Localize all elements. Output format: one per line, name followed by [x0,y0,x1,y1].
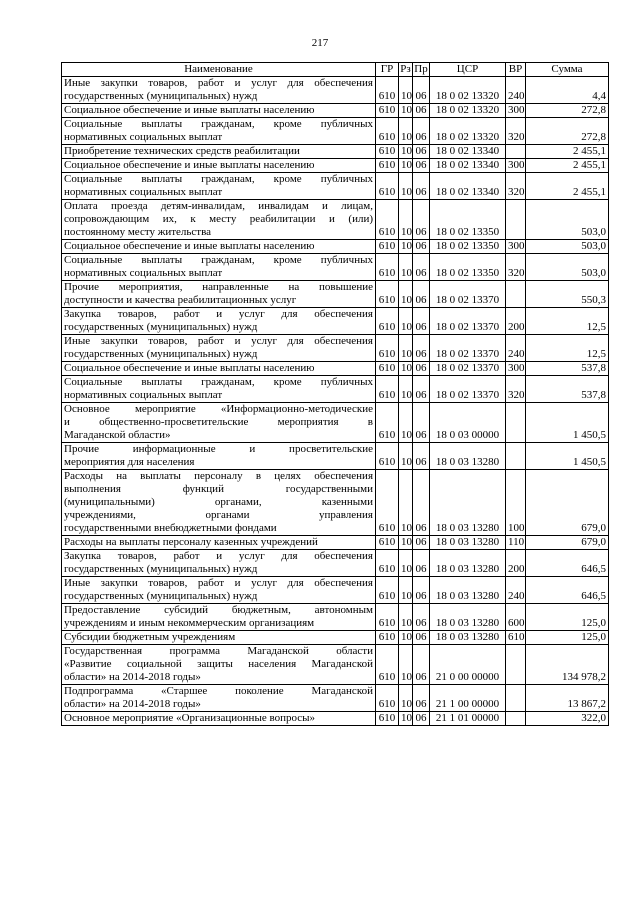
row-sum: 134 978,2 [526,645,609,685]
row-pr: 06 [413,536,430,550]
table-row [62,335,609,362]
row-vr: 300 [506,240,526,254]
row-vr [506,645,526,685]
row-gr: 610 [376,443,399,470]
row-csr: 18 0 02 13370 [430,335,506,362]
row-name-line: государственными внебюджетными фондами [64,522,277,534]
row-rz: 10 [399,77,413,104]
row-name-line: (муниципальными) органами, казенными [64,496,373,508]
row-sum: 12,5 [526,335,609,362]
table-row [62,104,609,118]
row-rz: 10 [399,577,413,604]
row-name [62,403,376,443]
row-pr: 06 [413,308,430,335]
row-sum: 646,5 [526,550,609,577]
row-gr: 610 [376,403,399,443]
row-name-line: Иные закупки товаров, работ и услуг для обеспечения [64,335,373,347]
row-vr [506,443,526,470]
row-csr: 18 0 03 13280 [430,631,506,645]
row-name [62,335,376,362]
table-row [62,536,609,550]
row-rz: 10 [399,145,413,159]
row-csr: 18 0 02 13340 [430,145,506,159]
row-vr: 200 [506,550,526,577]
row-gr: 610 [376,685,399,712]
row-vr [506,685,526,712]
row-name-line: Прочие мероприятия, направленные на повышение [64,281,373,293]
row-name-line: государственных (муниципальных) нужд [64,590,258,602]
row-csr: 18 0 03 13280 [430,470,506,536]
row-name-line: Расходы на выплаты персоналу казенных учреждений [64,536,318,548]
row-name-line: нормативных социальных выплат [64,186,223,198]
row-vr: 240 [506,577,526,604]
row-name [62,376,376,403]
row-rz: 10 [399,645,413,685]
row-name [62,685,376,712]
row-gr: 610 [376,173,399,200]
row-name-line: государственных (муниципальных) нужд [64,348,258,360]
page-number: 217 [311,37,329,49]
table-row [62,362,609,376]
row-sum: 12,5 [526,308,609,335]
row-gr: 610 [376,376,399,403]
table-header-row [62,63,609,77]
table-row [62,470,609,536]
row-pr: 06 [413,77,430,104]
row-gr: 610 [376,145,399,159]
header-csr: ЦСР [430,63,506,77]
row-vr: 110 [506,536,526,550]
row-vr [506,281,526,308]
row-name-line: области» на 2014-2018 годы» [64,698,201,710]
table-row [62,631,609,645]
row-name-line: государственных (муниципальных) нужд [64,563,258,575]
row-name-line: нормативных социальных выплат [64,131,223,143]
row-csr: 18 0 03 13280 [430,604,506,631]
row-pr: 06 [413,240,430,254]
row-name-line: Прочие информационные и просветительские [64,443,373,455]
row-gr: 610 [376,470,399,536]
row-rz: 10 [399,254,413,281]
row-name-line: государственных (муниципальных) нужд [64,321,258,333]
row-name [62,240,376,254]
row-sum: 503,0 [526,254,609,281]
row-rz: 10 [399,631,413,645]
row-csr: 18 0 03 00000 [430,403,506,443]
row-csr: 18 0 02 13320 [430,104,506,118]
row-name [62,443,376,470]
row-name-line: доступности и качества реабилитационных услуг [64,294,297,306]
row-pr: 06 [413,145,430,159]
table-row [62,240,609,254]
row-csr: 18 0 02 13350 [430,240,506,254]
header-vr: ВР [506,63,526,77]
row-rz: 10 [399,712,413,726]
row-pr: 06 [413,712,430,726]
row-rz: 10 [399,200,413,240]
row-name-line: Социальное обеспечение и иные выплаты населению [64,104,315,116]
row-rz: 10 [399,118,413,145]
row-pr: 06 [413,376,430,403]
row-name-line: Предоставление субсидий бюджетным, автономным [64,604,373,616]
row-name-line: и общественно-просветительские мероприятия в [64,416,373,428]
row-sum: 272,8 [526,118,609,145]
row-rz: 10 [399,536,413,550]
header-pr: Пр [414,63,428,75]
row-sum: 2 455,1 [526,173,609,200]
row-csr: 18 0 02 13350 [430,200,506,240]
row-name-line: Иные закупки товаров, работ и услуг для обеспечения [64,577,373,589]
row-sum: 537,8 [526,376,609,403]
row-gr: 610 [376,281,399,308]
row-csr: 21 0 00 00000 [430,645,506,685]
table-row [62,645,609,685]
table-row [62,550,609,577]
row-name-line: нормативных социальных выплат [64,389,223,401]
row-vr: 300 [506,362,526,376]
row-rz: 10 [399,335,413,362]
table-row [62,200,609,240]
row-gr: 610 [376,604,399,631]
row-name-line: Расходы на выплаты персоналу в целях обеспечения [64,470,373,482]
row-vr: 320 [506,118,526,145]
row-gr: 610 [376,631,399,645]
row-name-line: Основное мероприятие «Организационные вопросы» [64,712,316,724]
table-row [62,118,609,145]
row-name-line: Субсидии бюджетным учреждениям [64,631,236,643]
row-sum: 125,0 [526,604,609,631]
row-rz: 10 [399,308,413,335]
row-sum: 646,5 [526,577,609,604]
row-csr: 18 0 02 13370 [430,308,506,335]
row-name-line: постоянному месту жительства [64,226,212,238]
row-name [62,308,376,335]
table-row [62,577,609,604]
row-pr: 06 [413,281,430,308]
table-body [62,77,609,726]
row-name [62,200,376,240]
row-name-line: Иные закупки товаров, работ и услуг для обеспечения [64,77,373,89]
row-rz: 10 [399,240,413,254]
row-pr: 06 [413,104,430,118]
row-gr: 610 [376,335,399,362]
row-gr: 610 [376,536,399,550]
row-rz: 10 [399,362,413,376]
row-rz: 10 [399,159,413,173]
row-vr: 320 [506,254,526,281]
row-vr: 300 [506,104,526,118]
row-csr: 18 0 03 13280 [430,536,506,550]
row-rz: 10 [399,685,413,712]
row-vr [506,200,526,240]
row-pr: 06 [413,335,430,362]
row-sum: 679,0 [526,536,609,550]
row-rz: 10 [399,173,413,200]
row-sum: 13 867,2 [526,685,609,712]
row-rz: 10 [399,550,413,577]
row-name-line: учреждениями, органами управления [64,509,373,521]
row-sum: 537,8 [526,362,609,376]
row-pr: 06 [413,118,430,145]
row-name [62,104,376,118]
table-row [62,145,609,159]
table-row [62,604,609,631]
table-row [62,403,609,443]
header-sum: Сумма [526,63,609,77]
row-sum: 503,0 [526,200,609,240]
row-sum: 125,0 [526,631,609,645]
row-sum: 4,4 [526,77,609,104]
table-row [62,254,609,281]
row-vr: 320 [506,173,526,200]
row-name-line: Социальное обеспечение и иные выплаты населению [64,362,315,374]
header-gr: ГР [376,63,399,77]
row-pr: 06 [413,362,430,376]
row-name-line: мероприятия для населения [64,456,195,468]
row-rz: 10 [399,376,413,403]
row-name [62,281,376,308]
row-name [62,470,376,536]
row-name-line: Социальное обеспечение и иные выплаты населению [64,159,315,171]
row-name-line: сопровождающим их, к месту реабилитации и (или) [64,213,373,225]
table-row [62,308,609,335]
row-csr: 21 1 01 00000 [430,712,506,726]
row-csr: 18 0 03 13280 [430,443,506,470]
row-pr: 06 [413,604,430,631]
row-vr: 240 [506,335,526,362]
table-row [62,685,609,712]
row-vr [506,145,526,159]
row-vr: 240 [506,77,526,104]
row-name [62,362,376,376]
row-csr: 18 0 02 13340 [430,159,506,173]
row-sum: 679,0 [526,470,609,536]
row-name [62,77,376,104]
row-gr: 610 [376,104,399,118]
row-csr: 18 0 02 13320 [430,77,506,104]
row-vr: 320 [506,376,526,403]
row-pr: 06 [413,470,430,536]
row-rz: 10 [399,403,413,443]
row-vr: 100 [506,470,526,536]
row-vr [506,712,526,726]
row-sum: 1 450,5 [526,443,609,470]
row-sum: 322,0 [526,712,609,726]
row-name [62,254,376,281]
row-name [62,536,376,550]
row-vr: 610 [506,631,526,645]
table-row [62,443,609,470]
row-pr: 06 [413,443,430,470]
row-name-line: области» на 2014-2018 годы» [64,671,201,683]
row-name-line: Магаданской области» [64,429,171,441]
row-gr: 610 [376,159,399,173]
row-csr: 18 0 02 13370 [430,362,506,376]
row-pr: 06 [413,173,430,200]
row-rz: 10 [399,104,413,118]
row-csr: 18 0 02 13370 [430,376,506,403]
row-gr: 610 [376,550,399,577]
row-name-line: «Развитие социальной защиты населения Магаданской [64,658,373,670]
row-pr: 06 [413,645,430,685]
row-pr: 06 [413,550,430,577]
row-csr: 18 0 03 13280 [430,577,506,604]
row-csr: 18 0 02 13350 [430,254,506,281]
row-vr: 600 [506,604,526,631]
row-name-line: нормативных социальных выплат [64,267,223,279]
row-gr: 610 [376,200,399,240]
row-name-line: государственных (муниципальных) нужд [64,90,258,102]
row-csr: 18 0 02 13370 [430,281,506,308]
row-pr: 06 [413,403,430,443]
row-name-line: Государственная программа Магаданской области [64,645,373,657]
row-sum: 550,3 [526,281,609,308]
budget-table [61,62,609,726]
row-sum: 503,0 [526,240,609,254]
row-pr: 06 [413,685,430,712]
table-row [62,712,609,726]
row-gr: 610 [376,308,399,335]
row-name-line: Социальное обеспечение и иные выплаты населению [64,240,315,252]
row-csr: 18 0 03 13280 [430,550,506,577]
row-rz: 10 [399,281,413,308]
header-name: Наименование [62,63,376,77]
row-name-line: Социальные выплаты гражданам, кроме публичных [64,118,373,130]
row-name [62,631,376,645]
row-gr: 610 [376,577,399,604]
row-rz: 10 [399,443,413,470]
row-gr: 610 [376,77,399,104]
row-name-line: Оплата проезда детям-инвалидам, инвалидам и лицам, [64,200,373,212]
row-name [62,159,376,173]
row-gr: 610 [376,254,399,281]
table-row [62,159,609,173]
row-pr: 06 [413,254,430,281]
row-name [62,577,376,604]
row-name-line: Социальные выплаты гражданам, кроме публичных [64,376,373,388]
row-rz: 10 [399,604,413,631]
row-name-line: Закупка товаров, работ и услуг для обеспечения [64,308,373,320]
row-pr: 06 [413,631,430,645]
row-name-line: выполнения функций государственными [64,483,373,495]
row-gr: 610 [376,645,399,685]
row-name [62,173,376,200]
row-name-line: Подпрограмма «Старшее поколение Магаданской [64,685,373,697]
row-name [62,118,376,145]
row-name-line: Основное мероприятие «Информационно-методические [64,403,373,415]
row-csr: 18 0 02 13340 [430,173,506,200]
table-row [62,77,609,104]
row-pr: 06 [413,200,430,240]
row-gr: 610 [376,712,399,726]
row-name [62,550,376,577]
row-vr [506,403,526,443]
row-gr: 610 [376,240,399,254]
table-row [62,281,609,308]
row-name-line: Приобретение технических средств реабилитации [64,145,300,157]
row-pr: 06 [413,159,430,173]
row-name [62,712,376,726]
row-sum: 2 455,1 [526,159,609,173]
row-name-line: Закупка товаров, работ и услуг для обеспечения [64,550,373,562]
row-gr: 610 [376,118,399,145]
row-name [62,145,376,159]
row-pr: 06 [413,577,430,604]
row-gr: 610 [376,362,399,376]
row-name-line: Социальные выплаты гражданам, кроме публичных [64,254,373,266]
row-sum: 2 455,1 [526,145,609,159]
row-vr: 300 [506,159,526,173]
row-name [62,645,376,685]
row-sum: 272,8 [526,104,609,118]
row-rz: 10 [399,470,413,536]
row-csr: 21 1 00 00000 [430,685,506,712]
row-sum: 1 450,5 [526,403,609,443]
row-csr: 18 0 02 13320 [430,118,506,145]
row-name-line: Социальные выплаты гражданам, кроме публичных [64,173,373,185]
row-name [62,604,376,631]
row-name-line: учреждениям и иным некоммерческим организациям [64,617,315,629]
table-row [62,376,609,403]
header-rz: Рз [400,63,411,75]
row-vr: 200 [506,308,526,335]
table-row [62,173,609,200]
